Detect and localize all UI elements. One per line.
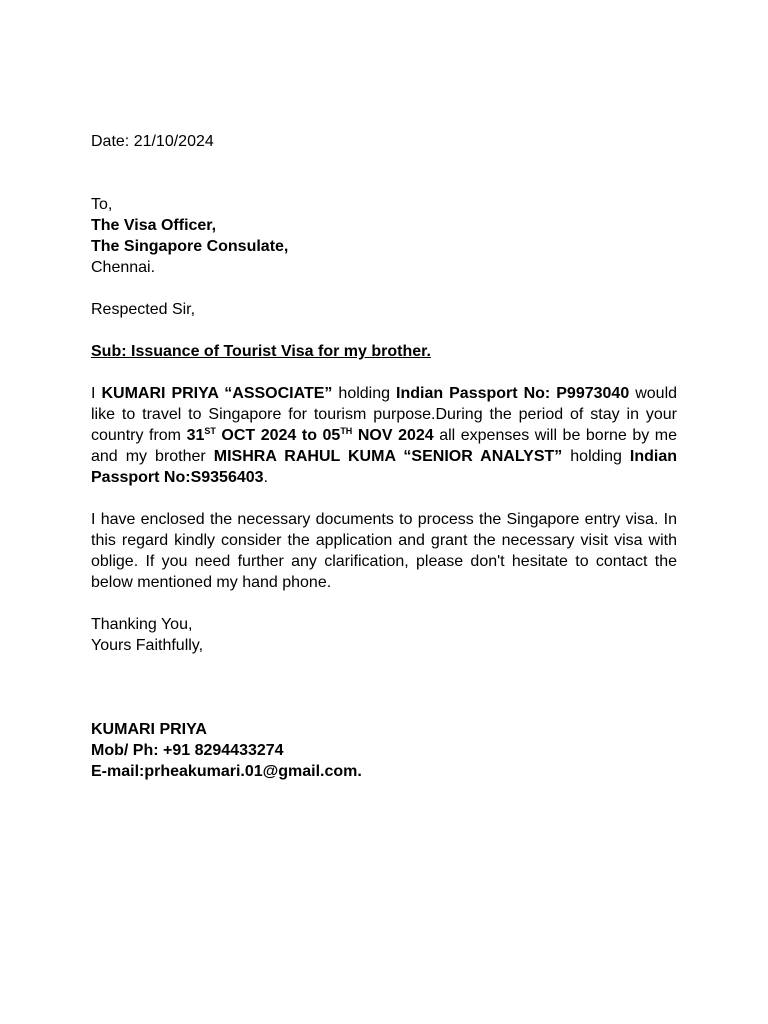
recipient-city: Chennai.: [91, 259, 156, 276]
letter-page: [91, 131, 677, 782]
spacer: [91, 488, 677, 509]
spacer: [91, 593, 677, 614]
salutation: Respected Sir,: [91, 301, 196, 318]
spacer: [91, 152, 677, 173]
spacer: [91, 173, 677, 194]
from-day-suffix: ST: [204, 426, 216, 436]
to-day-suffix: TH: [340, 426, 353, 436]
spacer: [91, 320, 677, 341]
closing-valediction: Yours Faithfully,: [91, 637, 204, 654]
applicant-passport: Indian Passport No: P9973040: [396, 385, 630, 402]
applicant-name: KUMARI PRIYA “ASSOCIATE”: [101, 385, 333, 402]
recipient-title: The Visa Officer,: [91, 217, 217, 234]
text-run: all expenses will be borne by me and my brother: [91, 427, 678, 465]
from-rest: OCT 2024 to 05: [215, 427, 341, 444]
signer-email: E-mail:prheakumari.01@gmail.com.: [91, 763, 362, 780]
text-run: would like to travel to Singapore for tourism purpose.During the period of stay in your country from: [91, 385, 678, 444]
subject-line: Sub: Issuance of Tourist Visa for my brother.: [91, 343, 431, 360]
closing-thanks: Thanking You,: [91, 616, 193, 633]
spacer: [91, 278, 677, 299]
brother-name: MISHRA RAHUL KUMA “SENIOR ANALYST”: [213, 448, 563, 465]
signer-name: KUMARI PRIYA: [91, 721, 207, 738]
text-run: holding: [332, 385, 397, 402]
signature-space: [91, 656, 677, 719]
text-run: .: [263, 469, 268, 486]
brother-passport: Indian Passport No:S9356403: [91, 448, 677, 486]
spacer: [91, 362, 677, 383]
text-run: I: [91, 385, 102, 402]
signer-phone: Mob/ Ph: +91 8294433274: [91, 742, 284, 759]
body-paragraph-2: I have enclosed the necessary documents to process the Singapore entry visa. In this regard kindly consider the application and grant the necessary visit visa with oblige. If you need further any clarification, please don't hesitate to contact the below mentioned my hand phone.: [91, 511, 677, 591]
letter-date: Date: 21/10/2024: [91, 133, 214, 150]
text-run: holding: [562, 448, 630, 465]
to-rest: NOV 2024: [352, 427, 434, 444]
body-paragraph-1: [91, 383, 677, 488]
from-day: 31: [186, 427, 205, 444]
recipient-org: The Singapore Consulate,: [91, 238, 289, 255]
travel-dates: [187, 427, 434, 444]
recipient-to: To,: [91, 196, 113, 213]
